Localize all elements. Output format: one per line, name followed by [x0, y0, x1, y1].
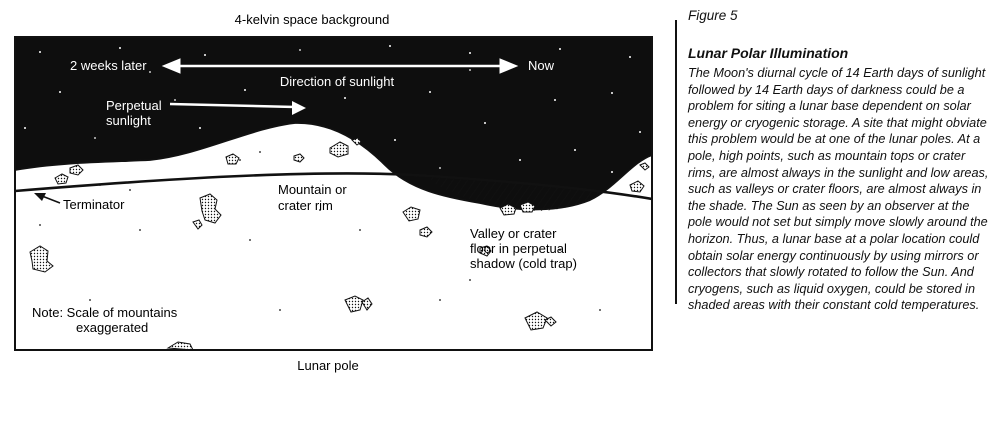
- label-perpetual: Perpetual: [106, 98, 162, 113]
- label-valley-1: Valley or crater: [470, 226, 557, 241]
- label-crater-rim: crater rim: [278, 198, 333, 213]
- caption-title: Lunar Polar Illumination: [688, 45, 849, 61]
- diagram-bottom-title: Lunar pole: [297, 358, 359, 373]
- label-direction-of-sunlight: Direction of sunlight: [279, 74, 395, 89]
- label-sunlight: sunlight: [106, 113, 151, 128]
- label-terminator: Terminator: [63, 197, 125, 212]
- caption-divider: [675, 20, 677, 304]
- label-now: Now: [528, 58, 555, 73]
- label-note: Note: Scale of mountains: [32, 305, 178, 320]
- label-valley-3: shadow (cold trap): [470, 256, 577, 271]
- label-mountain: Mountain or: [278, 182, 347, 197]
- diagram-top-title: 4-kelvin space background: [234, 12, 390, 27]
- label-valley-2: floor in perpetual: [470, 241, 567, 256]
- figure-number: Figure 5: [688, 8, 738, 23]
- caption-body: The Moon's diurnal cycle of 14 Earth days of sunlight followed by 14 Earth days of darkness could be a problem for siting a lunar base dependent on solar energy or cryogenic storage. A site that might obviate this problem would be at one of the lunar poles. At a pole, high points, such as mountain tops or crater rims, are almost always in the sunlight and low areas, such as valleys or crater floors, are almost always in the shade. The Sun as seen by an observer at the pole would not set but simply move slowly around the horizon. Thus, a lunar base at a polar location could obtain solar energy continuously by using mirrors or collectors that slowly rotated to follow the Sun. And cryogens, such as liquid oxygen, could be stored in shaded areas with their constant cold temperatures.: [688, 66, 989, 313]
- label-2-weeks-later: 2 weeks later: [70, 58, 147, 73]
- label-exaggerated: exaggerated: [76, 320, 149, 335]
- figure-caption: [688, 8, 993, 314]
